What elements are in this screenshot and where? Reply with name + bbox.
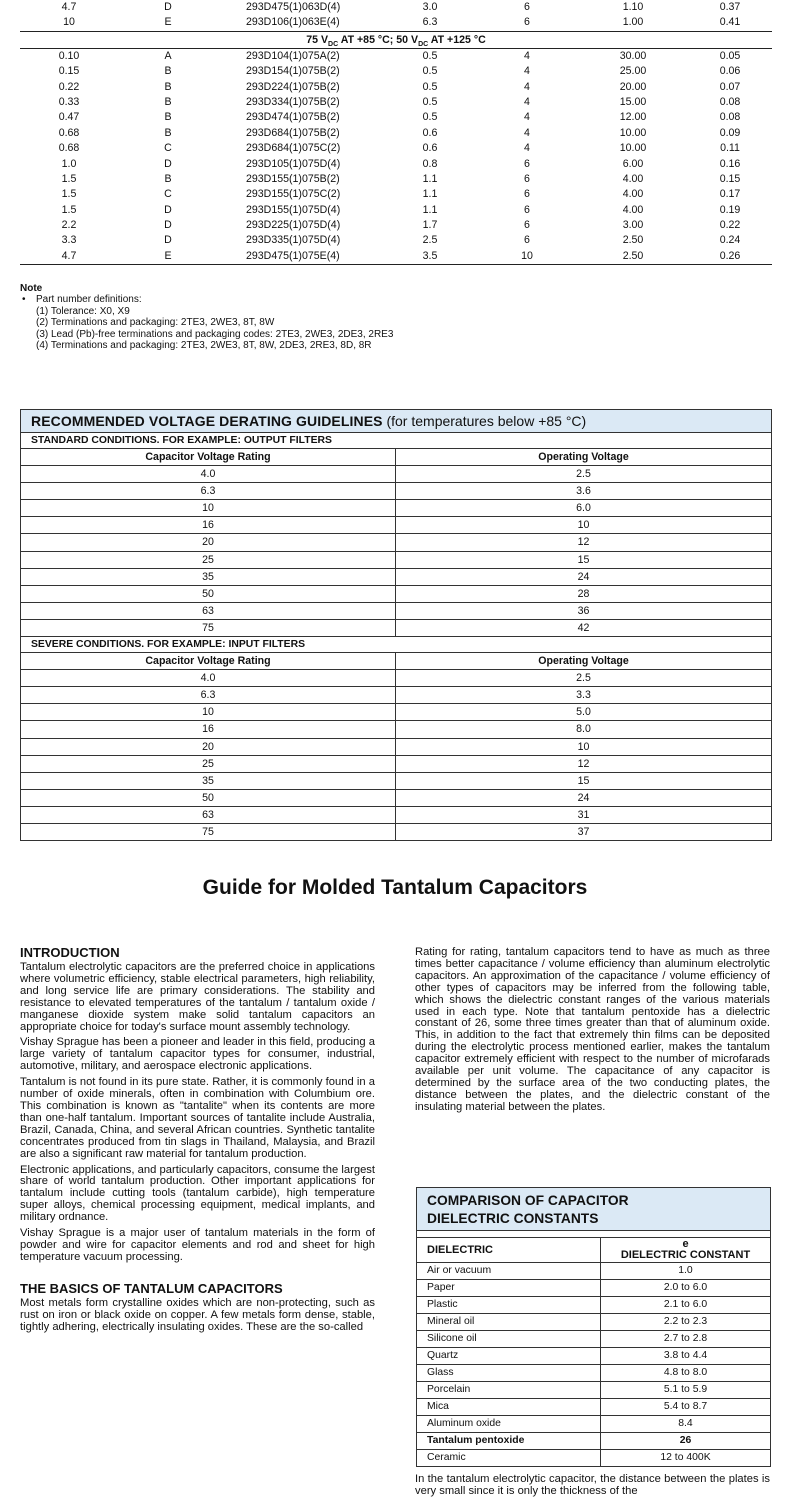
severe-conditions-label: SEVERE CONDITIONS. FOR EXAMPLE: INPUT FILTERS (21, 636, 771, 653)
rating-cell: D (164, 203, 172, 216)
dielectric-constant-cell: 2.2 to 2.3 (663, 1316, 708, 1327)
operating-voltage-cell: 12 (577, 536, 590, 549)
rating-cell: 6 (524, 234, 530, 247)
voltage-rating-cell: 50 (21, 790, 396, 806)
rating-cell: 0.5 (422, 49, 438, 62)
derating-row (21, 586, 771, 603)
rating-row (20, 80, 772, 95)
dielectric-row (417, 1297, 770, 1314)
rating-cell: 0.47 (58, 111, 80, 124)
severe-rows (21, 670, 771, 840)
dielectric-table-title (417, 1188, 770, 1231)
guide-title: Guide for Molded Tantalum Capacitors (202, 876, 588, 899)
rating-cell: 293D104(1)075A(2) (246, 49, 340, 62)
basics-paragraph: Most metals form crystalline oxides which are non-protecting, such as rust on iron or black oxide on copper. A few metals form dense, stable, tightly adhering, electrically insulating oxides. These are the so-called (20, 1296, 375, 1333)
rating-row (20, 95, 772, 110)
rating-cell: 3.00 (622, 219, 644, 232)
rating-cell: 1.5 (61, 188, 77, 201)
rating-cell: 0.33 (58, 95, 80, 108)
voltage-rating-cell: 4.0 (21, 670, 396, 686)
operating-voltage-cell: 2.5 (576, 672, 591, 685)
col-operating-voltage: Operating Voltage (538, 451, 629, 463)
rating-cell: 4.00 (622, 188, 644, 201)
dielectric-header-row (417, 1238, 770, 1263)
rating-cell: 293D334(1)075B(2) (246, 95, 340, 108)
rating-cell: B (164, 65, 172, 78)
dielectric-constant-cell: 2.1 to 6.0 (663, 1299, 708, 1310)
rating-cell: 6 (524, 203, 530, 216)
rating-cell: 0.24 (719, 234, 741, 247)
rating-cell: 0.17 (719, 188, 741, 201)
rating-cell: 0.68 (58, 126, 80, 139)
rating-cell: 0.10 (58, 49, 80, 62)
rating-cell: 1.1 (422, 172, 438, 185)
rating-cell: 3.3 (61, 234, 77, 247)
rating-cell: 2.5 (422, 234, 438, 247)
rating-cell: 2.2 (61, 219, 77, 232)
voltage-rating-cell: 20 (21, 739, 396, 755)
rating-row (20, 187, 772, 202)
rating-cell: D (164, 1, 172, 13)
band-prefix: 75 V (306, 33, 329, 46)
voltage-rating-cell: 50 (21, 586, 396, 602)
operating-voltage-cell: 28 (577, 587, 590, 600)
operating-voltage-cell: 3.3 (576, 689, 591, 702)
dielectric-row (417, 1314, 770, 1331)
rating-cell: 6.00 (622, 157, 644, 170)
dielectric-name-cell: Ceramic (417, 1450, 601, 1466)
dielectric-table-gap (417, 1231, 770, 1238)
rating-cell: B (164, 126, 172, 139)
note-bullet: • Part number definitions: (20, 294, 393, 305)
rating-cell: B (164, 95, 172, 108)
operating-voltage-cell: 15 (577, 553, 590, 566)
rating-row (20, 203, 772, 218)
col-voltage-rating: Capacitor Voltage Rating (21, 449, 396, 465)
rating-cell: E (164, 249, 172, 262)
dielectric-name-cell: Paper (417, 1280, 601, 1296)
rating-cell: 1.1 (422, 188, 438, 201)
rating-cell: D (164, 234, 172, 247)
operating-voltage-cell: 10 (577, 519, 590, 532)
derating-row (21, 687, 771, 704)
rating-cell: 293D155(1)075B(2) (246, 172, 340, 185)
operating-voltage-cell: 15 (577, 774, 590, 787)
dielectric-name-cell: Porcelain (417, 1382, 601, 1398)
note-line: (1) Tolerance: X0, X9 (36, 305, 130, 317)
rating-cell: 0.16 (719, 157, 741, 170)
rating-cell: 0.5 (422, 95, 438, 108)
rating-cell: 1.00 (622, 16, 644, 29)
rating-cell: 4.00 (622, 203, 644, 216)
operating-voltage-cell: 37 (577, 825, 590, 838)
rating-cell: 293D684(1)075B(2) (246, 126, 340, 139)
rating-cell: 293D475(1)063D(4) (246, 1, 341, 13)
rating-cell: 4 (524, 142, 530, 155)
derating-row (21, 552, 771, 569)
voltage-rating-cell: 4.0 (21, 466, 396, 482)
rating-row (20, 141, 772, 156)
rating-cell: 30.00 (619, 49, 647, 62)
operating-voltage-cell: 24 (577, 570, 590, 583)
dielectric-name-cell: Silicone oil (417, 1331, 601, 1347)
rating-cell: 293D155(1)075D(4) (246, 203, 341, 216)
voltage-rating-cell: 25 (21, 756, 396, 772)
band-mid: AT +85 °C; 50 V (338, 33, 419, 46)
rating-cell: 0.15 (719, 172, 741, 185)
rating-table-rows (20, 49, 772, 265)
epsilon-symbol: e (682, 1238, 689, 1250)
standard-header-row (21, 449, 771, 466)
voltage-rating-cell: 6.3 (21, 687, 396, 703)
col-dielectric-constant (601, 1238, 770, 1262)
rating-cell: 6 (524, 1, 530, 13)
operating-voltage-cell: 24 (577, 791, 590, 804)
rating-cell: 0.41 (719, 16, 741, 29)
rating-cell: 6.3 (422, 16, 438, 29)
dielectric-name-cell: Glass (417, 1365, 601, 1381)
rating-cell: 4 (524, 65, 530, 78)
rating-cell: 293D154(1)075B(2) (246, 65, 340, 78)
note-line: (2) Terminations and packaging: 2TE3, 2WE3, 8T, 8W (36, 317, 275, 329)
operating-voltage-cell: 31 (577, 808, 590, 821)
rating-cell: 0.11 (720, 142, 740, 155)
operating-voltage-cell: 12 (577, 757, 590, 770)
dielectric-row (417, 1280, 770, 1297)
rating-table-top-rows (20, 0, 772, 31)
voltage-rating-cell: 25 (21, 552, 396, 568)
rating-cell: 0.6 (422, 142, 438, 155)
operating-voltage-cell: 36 (577, 604, 590, 617)
voltage-rating-cell: 16 (21, 721, 396, 737)
standard-rows (21, 466, 771, 636)
derating-title (21, 410, 771, 433)
derating-row (21, 466, 771, 483)
operating-voltage-cell: 6.0 (576, 502, 591, 515)
rating-cell: 0.08 (719, 111, 741, 124)
rating-cell: A (164, 49, 172, 62)
dielectric-name-cell: Air or vacuum (417, 1263, 601, 1279)
rating-cell: 6 (524, 172, 530, 185)
intro-paragraph: Vishay Sprague has been a pioneer and leader in this field, producing a large variety of tantalum capacitor types for consumer, industrial, automotive, military, and aerospace electronic applications. (20, 1036, 375, 1073)
left-column (20, 946, 375, 1337)
rating-row (20, 49, 772, 64)
dielectric-row (417, 1416, 770, 1433)
rating-cell: 1.5 (61, 203, 77, 216)
rating-row (20, 110, 772, 125)
intro-paragraph: Vishay Sprague is a major user of tantalum materials in the form of powder and wire for capacitor elements and rod and sheet for high temperature vacuum processing. (20, 1227, 375, 1263)
rating-cell: 12.00 (619, 111, 647, 124)
rating-cell: 0.15 (58, 65, 80, 78)
voltage-rating-cell: 6.3 (21, 483, 396, 499)
derating-row (21, 824, 771, 840)
dielectric-constant-cell: 4.8 to 8.0 (663, 1367, 708, 1378)
derating-row (21, 756, 771, 773)
dielectric-row (417, 1365, 770, 1382)
rating-cell: 293D105(1)075D(4) (246, 157, 341, 170)
derating-row (21, 517, 771, 534)
rating-cell: 293D106(1)063E(4) (246, 16, 340, 29)
rating-cell: 293D224(1)075B(2) (246, 80, 340, 93)
dielectric-name-cell: Plastic (417, 1297, 601, 1313)
voltage-rating-cell: 63 (21, 807, 396, 823)
rating-cell: 0.22 (719, 219, 741, 232)
voltage-rating-cell: 35 (21, 569, 396, 585)
note-line: (4) Terminations and packaging: 2TE3, 2WE3, 8T, 8W, 2DE3, 2RE3, 8D, 8R (36, 340, 372, 352)
rating-cell: 293D474(1)075B(2) (246, 111, 340, 124)
rating-row (20, 218, 772, 233)
rating-cell: 10 (521, 249, 533, 262)
dielectric-constant-cell: 8.4 (678, 1418, 693, 1429)
rating-cell: 25.00 (619, 65, 647, 78)
rating-cell: 0.19 (719, 203, 741, 216)
rating-cell: 293D335(1)075D(4) (246, 234, 341, 247)
part-number-note (20, 283, 393, 351)
rating-cell: 0.07 (719, 80, 741, 93)
dielectric-row (417, 1399, 770, 1416)
dielectric-name-cell: Quartz (417, 1348, 601, 1364)
rating-cell: 0.5 (422, 111, 438, 124)
voltage-rating-cell: 75 (21, 824, 396, 840)
rating-row (20, 126, 772, 141)
dielectric-row (417, 1331, 770, 1348)
rating-cell: 2.50 (622, 234, 644, 247)
rating-cell: D (164, 219, 172, 232)
rating-cell: 4 (524, 49, 530, 62)
derating-row (21, 500, 771, 517)
col-operating-voltage: Operating Voltage (538, 655, 629, 668)
derating-row (21, 670, 771, 687)
rating-cell: 0.05 (719, 49, 741, 62)
col-voltage-rating: Capacitor Voltage Rating (21, 653, 396, 669)
derating-row (21, 790, 771, 807)
rating-cell: 0.26 (719, 249, 741, 262)
derating-row (21, 483, 771, 500)
rating-cell: 10 (63, 16, 75, 29)
rating-cell: C (164, 188, 172, 201)
derating-row (21, 773, 771, 790)
rating-cell: 3.5 (422, 249, 438, 262)
rating-cell: 4 (524, 111, 530, 124)
dielectric-constant-cell: 2.7 to 2.8 (663, 1333, 708, 1344)
rating-cell: 293D475(1)075E(4) (246, 249, 340, 262)
rating-cell: D (164, 157, 172, 170)
intro-paragraph: Electronic applications, and particularly capacitors, consume the largest share of world tantalum production. Other important applications for tantalum include cutting tools (tantalum carbide), high temperature super alloys, chemical processing equipment, medical implants, and military ordnance. (20, 1163, 375, 1224)
rating-cell: 10.00 (619, 142, 647, 155)
rating-cell: B (164, 80, 172, 93)
rating-cell: 15.00 (619, 95, 647, 108)
intro-paragraph: Tantalum electrolytic capacitors are the preferred choice in applications where volumetric efficiency, stable electrical parameters, high reliability, and long service life are primary considerations. The stability and resistance to elevated temperatures of the tantalum / tantalum oxide / manganese dioxide system make solid tantalum capacitors an appropriate choice for today's surface mount assembly technology. (20, 961, 375, 1033)
dielectric-row (417, 1348, 770, 1365)
operating-voltage-cell: 42 (577, 621, 590, 634)
rating-cell: 3.0 (422, 1, 438, 13)
rating-cell: 0.5 (422, 65, 438, 78)
dielectric-constant-cell: 2.0 to 6.0 (663, 1282, 708, 1293)
rating-cell: 0.22 (58, 80, 80, 93)
derating-title-note: (for temperatures below +85 °C) (382, 413, 587, 429)
rating-cell: 0.5 (422, 80, 438, 93)
rating-cell: 0.06 (719, 65, 741, 78)
dielectric-table (416, 1187, 771, 1467)
rating-cell: 6 (524, 157, 530, 170)
rating-cell: C (164, 142, 172, 155)
voltage-rating-cell: 75 (21, 620, 396, 636)
right-column (415, 947, 770, 1118)
rating-row (20, 157, 772, 172)
derating-row (21, 739, 771, 756)
rating-cell: 0.8 (422, 157, 438, 170)
dielectric-name-cell: Tantalum pentoxide (417, 1433, 601, 1449)
rating-cell: 1.5 (61, 172, 77, 185)
dielectric-constant-cell: 5.1 to 5.9 (663, 1384, 708, 1395)
note-line: (3) Lead (Pb)-free terminations and packaging codes: 2TE3, 2WE3, 2DE3, 2RE3 (36, 328, 394, 340)
rating-cell: 293D684(1)075C(2) (246, 142, 341, 155)
rating-cell: E (164, 16, 172, 29)
rating-cell: B (164, 111, 172, 124)
col-dielectric: DIELECTRIC (417, 1238, 601, 1262)
rating-cell: 0.37 (719, 1, 741, 13)
derating-row (21, 721, 771, 738)
dielectric-row (417, 1433, 770, 1450)
band-sub2: DC (418, 40, 429, 48)
voltage-rating-cell: 10 (21, 704, 396, 720)
rating-band-header (20, 31, 772, 49)
rating-cell: 0.08 (719, 95, 741, 108)
derating-row (21, 603, 771, 620)
dielectric-title-line: DIELECTRIC CONSTANTS (427, 1211, 599, 1226)
derating-row (21, 534, 771, 551)
rating-table (20, 0, 772, 265)
rating-cell: 4 (524, 95, 530, 108)
dielectric-constant-cell: 26 (679, 1435, 692, 1446)
band-suffix: AT +125 °C (428, 33, 486, 46)
derating-table (20, 409, 772, 841)
rating-cell: 1.10 (622, 1, 644, 13)
dielectric-constant-label: DIELECTRIC CONSTANT (620, 1249, 751, 1261)
rating-cell: 1.1 (422, 203, 438, 216)
dielectric-name-cell: Mica (417, 1399, 601, 1415)
voltage-rating-cell: 20 (21, 534, 396, 550)
voltage-rating-cell: 35 (21, 773, 396, 789)
rating-cell: 2.50 (622, 249, 644, 262)
dielectric-row (417, 1382, 770, 1399)
rating-cell: 6 (524, 188, 530, 201)
dielectric-row (417, 1450, 770, 1466)
operating-voltage-cell: 2.5 (576, 468, 591, 481)
derating-title-bold: RECOMMENDED VOLTAGE DERATING GUIDELINES (31, 413, 383, 429)
rating-cell: 4.7 (61, 1, 77, 13)
rating-cell: 1.0 (61, 157, 77, 170)
intro-paragraph: Tantalum is not found in its pure state. Rather, it is commonly found in a number of oxide minerals, often in combination with Columbium ore. This combination is known as "tantalite" when its contents are more than one-half tantalum. Important sources of tantalite include Australia, Brazil, Canada, China, and several African countries. Synthetic tantalite concentrates produced from tin slags in Thailand, Malaysia, and Brazil are also a significant raw material for tantalum production. (20, 1076, 375, 1160)
rating-cell: 10.00 (619, 126, 647, 139)
introduction-heading: INTRODUCTION (20, 945, 120, 960)
operating-voltage-cell: 5.0 (576, 706, 591, 719)
dielectric-rows (417, 1263, 770, 1466)
rating-cell: 4 (524, 126, 530, 139)
severe-header-row (21, 653, 771, 670)
rating-cell: 0.09 (719, 126, 741, 139)
dielectric-name-cell: Mineral oil (417, 1314, 601, 1330)
rating-cell: 0.68 (58, 142, 80, 155)
rating-cell: 6 (524, 219, 530, 232)
dielectric-title-line: COMPARISON OF CAPACITOR (427, 1193, 629, 1208)
operating-voltage-cell: 3.6 (576, 485, 591, 498)
efficiency-paragraph: Rating for rating, tantalum capacitors tend to have as much as three times better capacitance / volume efficiency than aluminum electrolytic capacitors. An approximation of the capacitance / volume efficiency of other types of capacitors may be inferred from the following table, which shows the dielectric constant ranges of the various materials used in each type. Note that tantalum pentoxide has a dielectric constant of 26, some three times greater than that of aluminum oxide. This, in addition to the fact that extremely thin films can be deposited during the electrolytic process mentioned earlier, makes the tantalum capacitor extremely efficient with respect to the number of microfarads available per unit volume. The capacitance of any capacitor is determined by the surface area of the two conducting plates, the distance between the plates, and the dielectric constant of the insulating material between the plates. (415, 946, 770, 1113)
dielectric-constant-cell: 1.0 (678, 1265, 693, 1276)
rating-row (20, 233, 772, 248)
rating-cell: 293D225(1)075D(4) (246, 219, 341, 232)
voltage-rating-cell: 10 (21, 500, 396, 516)
plate-distance-paragraph: In the tantalum electrolytic capacitor, the distance between the plates is very small since it is only the thickness of the (415, 1473, 770, 1497)
rating-row (20, 249, 772, 264)
operating-voltage-cell: 10 (577, 740, 590, 753)
rating-cell: 4.00 (622, 172, 644, 185)
derating-row (21, 569, 771, 586)
rating-cell: 293D155(1)075C(2) (246, 188, 341, 201)
derating-row (21, 807, 771, 824)
rating-cell: 4 (524, 80, 530, 93)
rating-cell: 6 (524, 16, 530, 29)
voltage-rating-cell: 16 (21, 517, 396, 533)
basics-heading: THE BASICS OF TANTALUM CAPACITORS (20, 1280, 283, 1296)
rating-cell: 20.00 (619, 80, 647, 93)
rating-row (20, 172, 772, 187)
rating-cell: B (164, 172, 172, 185)
rating-cell: 1.7 (422, 219, 438, 232)
dielectric-name-cell: Aluminum oxide (417, 1416, 601, 1432)
derating-row (21, 704, 771, 721)
rating-row (20, 0, 772, 15)
rating-row (20, 64, 772, 79)
rating-row (20, 15, 772, 30)
rating-cell: 4.7 (61, 249, 77, 262)
dielectric-constant-cell: 3.8 to 4.4 (663, 1350, 708, 1361)
derating-row (21, 620, 771, 636)
dielectric-row (417, 1263, 770, 1280)
band-sub1: DC (328, 40, 339, 48)
note-title: Note (20, 283, 43, 294)
rating-cell: 0.6 (422, 126, 438, 139)
dielectric-constant-cell: 12 to 400K (660, 1452, 711, 1463)
operating-voltage-cell: 8.0 (576, 723, 591, 736)
voltage-rating-cell: 63 (21, 603, 396, 619)
dielectric-constant-cell: 5.4 to 8.7 (663, 1401, 708, 1412)
standard-conditions-label: STANDARD CONDITIONS. FOR EXAMPLE: OUTPUT FILTERS (21, 433, 771, 449)
